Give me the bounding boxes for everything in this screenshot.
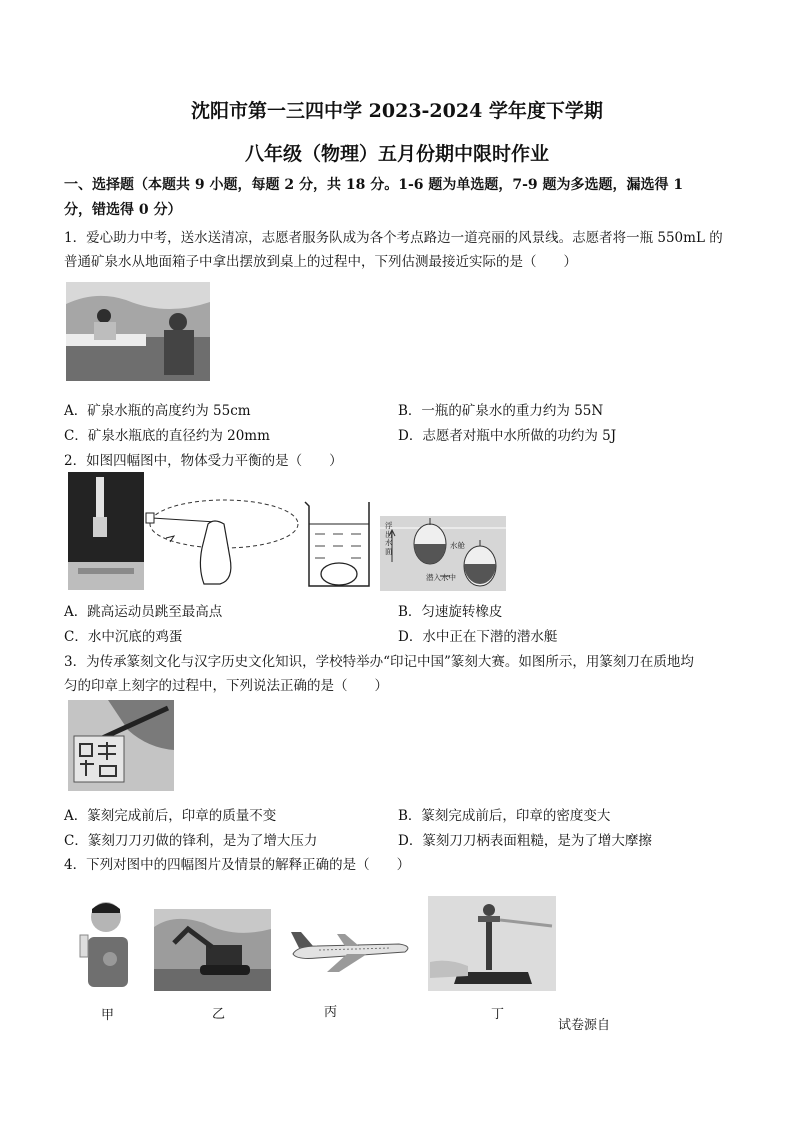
section-heading-line2: 分，错选得 0 分） <box>64 202 182 218</box>
q3-text-line1: 3．为传承篆刻文化与汉字历史文化知识，学校特举办“印记中国”篆刻大赛。如图所示，用篆刻刀在质地均 <box>64 654 694 670</box>
q4-airplane-figure <box>287 924 415 976</box>
q3-option-a: A．篆刻完成前后，印章的质量不变 <box>64 808 277 824</box>
section-heading-line1: 一、选择题（本题共 9 小题，每题 2 分，共 18 分。1-6 题为单选题，7-9 题为多选题，漏选得 1 <box>64 177 684 193</box>
q3-option-c: C．篆刻刀刀刃做的锋利，是为了增大压力 <box>64 833 318 849</box>
q1-option-a: A．矿泉水瓶的高度约为 55cm <box>64 403 251 419</box>
q1-option-d: D．志愿者对瓶中水所做的功约为 5J <box>398 428 617 444</box>
q1-text-line1: 1．爱心助力中考，送水送清凉，志愿者服务队成为各个考点路边一道亮丽的风景线。志愿者将一瓶 550mL 的 <box>64 230 723 246</box>
q2-label-dive: 潜入水中 <box>426 573 456 582</box>
q4-caption-yi: 乙 <box>212 1007 226 1022</box>
q1-option-b: B．一瓶的矿泉水的重力约为 55N <box>398 403 604 419</box>
q2-option-d: D．水中正在下潜的潜水艇 <box>398 629 558 645</box>
q4-text-line1: 4．下列对图中的四幅图片及情景的解释正确的是（ ） <box>64 857 411 873</box>
q3-seal-carving-photo <box>68 700 174 791</box>
q4-inertia-apparatus-photo <box>428 896 556 991</box>
q4-excavator-photo <box>154 909 271 991</box>
q4-caption-ding: 丁 <box>491 1007 505 1022</box>
q3-option-d: D．篆刻刀刀柄表面粗糙，是为了增大摩擦 <box>398 833 652 849</box>
q4-caption-jia: 甲 <box>101 1008 115 1023</box>
q1-volunteer-photo <box>66 282 210 381</box>
q4-boy-drinking-photo <box>74 897 134 993</box>
q2-label-water-tank: 水舱 <box>450 541 465 550</box>
exam-title: 沈阳市第一三四中学 2023-2024 学年度下学期 <box>191 100 603 122</box>
q3-option-b: B．篆刻完成前后，印章的密度变大 <box>398 808 611 824</box>
q2-text-line1: 2．如图四幅图中，物体受力平衡的是（ ） <box>64 453 343 469</box>
q2-egg-in-beaker-figure <box>301 498 375 590</box>
q4-caption-bing: 丙 <box>324 1005 338 1020</box>
q3-text-line2: 匀的印章上刻字的过程中，下列说法正确的是（ ） <box>64 678 388 694</box>
exam-subtitle: 八年级（物理）五月份期中限时作业 <box>244 143 549 165</box>
q2-high-jump-photo <box>68 472 144 590</box>
q1-option-c: C．矿泉水瓶底的直径约为 20mm <box>64 428 270 444</box>
q2-spinning-eraser-figure <box>144 488 300 588</box>
q2-option-a: A．跳高运动员跳至最高点 <box>64 604 223 620</box>
q2-option-c: C．水中沉底的鸡蛋 <box>64 629 183 645</box>
q2-label-float-up: 浮出水面 <box>385 521 393 556</box>
q2-submarine-figure <box>380 516 506 591</box>
source-note: 试卷源自 <box>558 1018 611 1033</box>
q2-option-b: B．匀速旋转橡皮 <box>398 604 503 620</box>
q1-text-line2: 普通矿泉水从地面箱子中拿出摆放到桌上的过程中，下列估测最接近实际的是（ ） <box>64 254 577 270</box>
